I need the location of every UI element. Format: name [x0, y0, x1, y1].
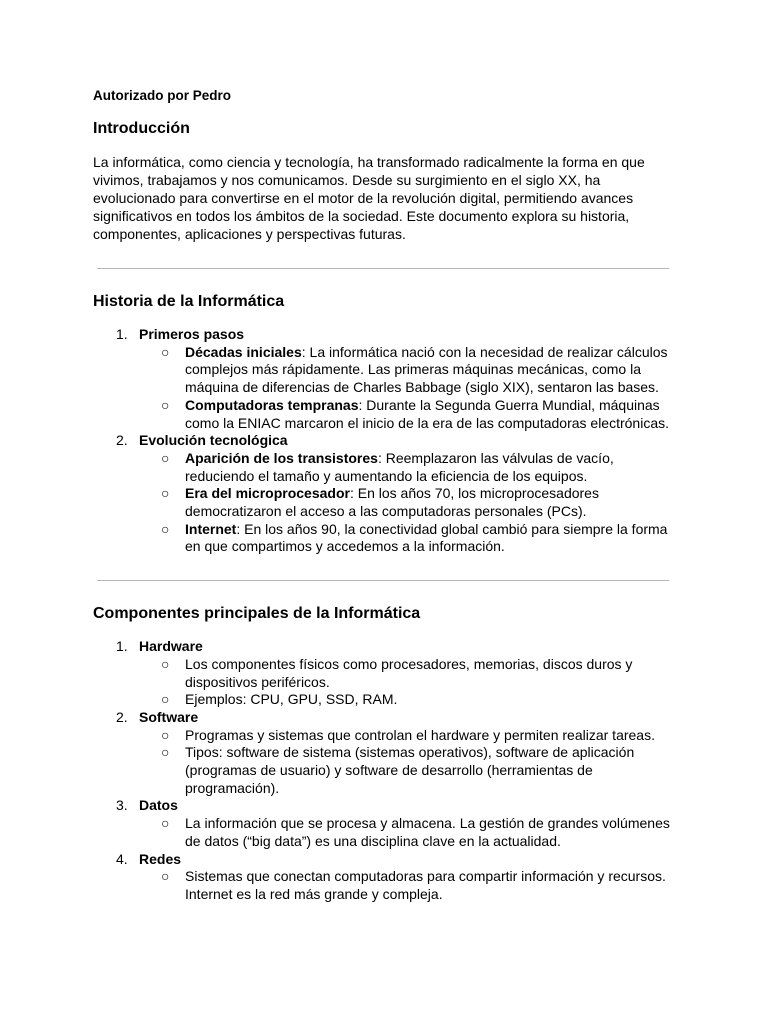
list-item — [93, 709, 683, 798]
list-number: 2. — [116, 708, 128, 725]
sub-list-item — [139, 691, 683, 709]
sub-item-text: : Durante la Segunda Guerra Mundial, máquinas como la ENIAC marcaron el inicio de la era de las computadoras electrónicas. — [185, 396, 670, 431]
list-number: 4. — [116, 850, 128, 867]
sub-item-term: Computadoras tempranas — [185, 396, 359, 413]
sub-list-item — [139, 815, 683, 850]
sub-item-text: Los componentes físicos como procesadores, memorias, discos duros y dispositivos periféricos. — [185, 655, 633, 690]
components-heading: Componentes principales de la Informática — [93, 605, 421, 623]
sub-item-text: : La informática nació con la necesidad de realizar cálculos complejos más rápidamente. Las primeras máquinas mecánicas, como la máquina de diferencias de Charles Babbage (siglo XIX), sentaron las bases. — [185, 343, 668, 396]
sub-list-item — [139, 521, 683, 556]
sub-list-item — [139, 744, 683, 797]
list-item — [93, 851, 683, 904]
sub-list — [139, 656, 683, 709]
sub-item-term: Internet — [185, 520, 237, 537]
sub-list-item — [139, 344, 683, 397]
list-number: 3. — [116, 797, 128, 814]
history-heading: Historia de la Informática — [93, 293, 285, 310]
sub-list — [139, 815, 683, 850]
hollow-bullet-icon: ○ — [161, 868, 170, 885]
hollow-bullet-icon: ○ — [161, 449, 170, 466]
history-list — [93, 326, 683, 556]
hollow-bullet-icon: ○ — [161, 485, 170, 502]
hollow-bullet-icon: ○ — [161, 655, 170, 672]
sub-item-text: Programas y sistemas que controlan el hardware y permiten realizar tareas. — [185, 726, 655, 743]
sub-list-item — [139, 727, 683, 745]
sub-list-item — [139, 450, 683, 485]
author-line: Autorizado por Pedro — [93, 88, 231, 103]
sub-list — [139, 868, 683, 903]
list-item — [93, 797, 683, 850]
sub-item-text: Tipos: software de sistema (sistemas operativos), software de aplicación (programas de usuario) y software de desarrollo (herramientas de programación). — [185, 744, 635, 796]
sub-list — [139, 450, 683, 556]
list-number: 2. — [116, 432, 128, 449]
sub-item-term: Era del microprocesador — [185, 485, 350, 502]
list-item — [93, 432, 683, 556]
list-item — [93, 638, 683, 709]
components-list — [93, 638, 683, 904]
hollow-bullet-icon: ○ — [161, 691, 170, 708]
hollow-bullet-icon: ○ — [161, 815, 170, 832]
sub-list-item — [139, 656, 683, 691]
list-item-title: Redes — [139, 850, 182, 867]
hollow-bullet-icon: ○ — [161, 744, 170, 761]
list-item-title: Datos — [139, 797, 178, 814]
sub-list — [139, 344, 683, 433]
hollow-bullet-icon: ○ — [161, 726, 170, 743]
section-divider — [97, 268, 669, 269]
intro-heading: Introducción — [93, 120, 190, 137]
hollow-bullet-icon: ○ — [161, 396, 170, 413]
section-divider — [97, 580, 669, 581]
sub-item-text: Sistemas que conectan computadoras para compartir información y recursos. Internet es la red más grande y compleja. — [185, 868, 666, 902]
sub-item-text: : Reemplazaron las válvulas de vacío, reduciendo el tamaño y aumentando la eficiencia de los equipos. — [185, 449, 614, 484]
list-number: 1. — [116, 326, 128, 342]
sub-list-item — [139, 485, 683, 520]
list-item-title: Hardware — [139, 638, 203, 655]
list-item-title: Primeros pasos — [139, 326, 245, 342]
sub-item-text: : En los años 90, la conectividad global cambió para siempre la forma en que compartimos y accedemos a la información. — [185, 520, 668, 555]
sub-item-term: Aparición de los transistores — [185, 449, 378, 466]
list-item-title: Evolución tecnológica — [139, 432, 288, 449]
list-item-title: Software — [139, 708, 199, 725]
hollow-bullet-icon: ○ — [161, 520, 170, 537]
list-number: 1. — [116, 638, 128, 655]
sub-item-term: Décadas iniciales — [185, 343, 302, 360]
sub-item-text: : En los años 70, los microprocesadores democratizaron el acceso a las computadoras personales (PCs). — [185, 485, 599, 520]
intro-paragraph: La informática, como ciencia y tecnología, ha transformado radicalmente la forma en que vivimos, trabajamos y nos comunicamos. Desde su surgimiento en el siglo XX, ha evolucionado para convertirse en el motor de la revolución digital, permitiendo avances significativos en todos los ámbitos de la sociedad. Este documento explora su historia, componentes, aplicaciones y perspectivas futuras. — [93, 154, 645, 242]
sub-list-item — [139, 397, 683, 432]
hollow-bullet-icon: ○ — [161, 343, 170, 360]
list-item — [93, 326, 683, 432]
sub-list — [139, 727, 683, 798]
sub-item-text: Ejemplos: CPU, GPU, SSD, RAM. — [185, 691, 398, 708]
sub-list-item — [139, 868, 683, 903]
document-page — [93, 87, 683, 904]
sub-item-text: La información que se procesa y almacena. La gestión de grandes volúmenes de datos (“big data”) es una disciplina clave en la actualidad. — [185, 815, 670, 849]
